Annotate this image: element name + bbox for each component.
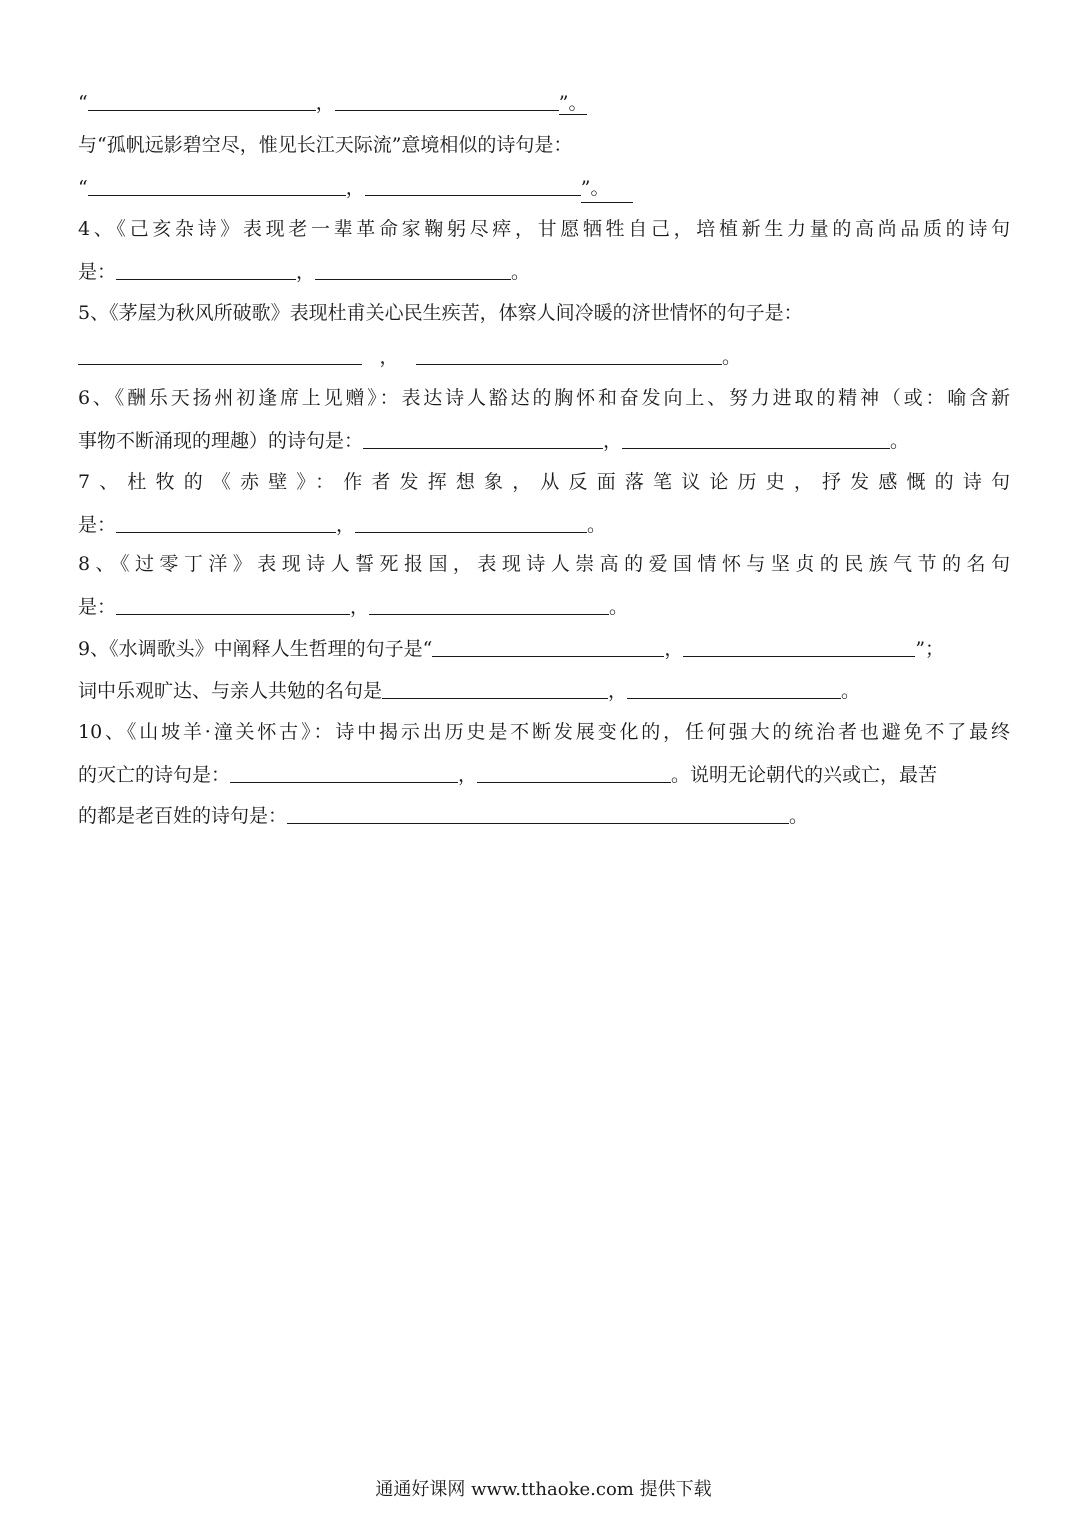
comma: ， — [336, 514, 356, 536]
fill-blank[interactable] — [477, 762, 671, 783]
question-4-text: 4、《己亥杂诗》表现老一辈革命家鞠躬尽瘁，甘愿牺牲自己，培植新生力量的高尚品质的诗句 — [78, 218, 1010, 240]
fill-blank[interactable] — [355, 512, 587, 533]
question-8-text: 8、《过零丁洋》表现诗人誓死报国，表现诗人崇高的爱国情怀与坚贞的民族气节的名句 — [78, 553, 1010, 575]
line-1 — [78, 88, 1010, 116]
question-6-answer — [78, 426, 1010, 454]
comma: ， — [379, 346, 399, 368]
fill-blank[interactable] — [382, 678, 608, 699]
footer-credit: 通通好课网 www.tthaoke.com 提供下载 — [375, 1479, 712, 1500]
fill-blank[interactable] — [432, 636, 664, 657]
fill-blank[interactable] — [88, 175, 346, 196]
comma: ， — [296, 261, 316, 283]
close-quote: ”。 — [581, 174, 633, 203]
fill-blank[interactable] — [315, 259, 511, 280]
open-quote: “ — [78, 92, 88, 114]
period: 。 — [609, 596, 629, 618]
line-3 — [78, 173, 1010, 201]
period: 。 — [890, 430, 910, 452]
question-continuation: 。说明无论朝代的兴或亡，最苦 — [671, 764, 938, 786]
fill-blank[interactable] — [622, 428, 890, 449]
open-quote: “ — [78, 177, 88, 199]
question-prefix: 词中乐观旷达、与亲人共勉的名句是 — [78, 680, 383, 702]
comma: ， — [603, 430, 623, 452]
fill-blank[interactable] — [287, 803, 789, 824]
comma: ， — [345, 177, 365, 199]
answer-prefix: 是： — [78, 261, 117, 283]
question-10b-answer — [78, 801, 1010, 829]
period: 。 — [587, 514, 607, 536]
question-5-answer — [78, 342, 1010, 370]
question-6-text: 6、《酬乐天扬州初逢席上见赠》：表达诗人豁达的胸怀和奋发向上、努力进取的精神（或：喻含新 — [78, 387, 1010, 409]
question-9b-text — [78, 676, 1010, 704]
fill-blank[interactable] — [627, 678, 841, 699]
fill-blank[interactable] — [116, 512, 336, 533]
question-4-answer — [78, 257, 1010, 285]
comma: ， — [350, 596, 370, 618]
comma: ， — [664, 638, 684, 660]
fill-blank[interactable] — [416, 344, 722, 365]
question-8-answer — [78, 592, 1010, 620]
comma: ， — [608, 680, 628, 702]
close-quote: ”； — [915, 638, 945, 660]
fill-blank[interactable] — [116, 594, 350, 615]
answer-prefix: 的灭亡的诗句是： — [78, 764, 231, 786]
question-prefix: 9、《水调歌头》中阐释人生哲理的句子是“ — [78, 638, 433, 660]
answer-prefix: 是： — [78, 596, 117, 618]
fill-blank[interactable] — [683, 636, 915, 657]
fill-blank[interactable] — [230, 762, 458, 783]
fill-blank[interactable] — [116, 259, 296, 280]
question-10-answer — [78, 760, 1010, 788]
line-2: 与“孤帆远影碧空尽，惟见长江天际流”意境相似的诗句是： — [78, 134, 573, 156]
answer-prefix: 事物不断涌现的理趣）的诗句是： — [78, 430, 364, 452]
fill-blank[interactable] — [363, 428, 603, 449]
answer-prefix: 是： — [78, 514, 117, 536]
period: 。 — [789, 805, 809, 827]
fill-blank[interactable] — [335, 90, 559, 111]
question-7-answer — [78, 510, 1010, 538]
period: 。 — [511, 261, 531, 283]
answer-prefix: 的都是老百姓的诗句是： — [78, 805, 288, 827]
fill-blank[interactable] — [88, 90, 316, 111]
period: 。 — [722, 346, 742, 368]
question-7-text: 7、杜牧的《赤壁》：作者发挥想象，从反面落笔议论历史，抒发感慨的诗句 — [78, 471, 1010, 493]
fill-blank[interactable] — [365, 175, 581, 196]
close-quote: ”。 — [558, 92, 588, 114]
period: 。 — [841, 680, 861, 702]
question-10-text: 10、《山坡羊·潼关怀古》：诗中揭示出历史是不断发展变化的，任何强大的统治者也避免不了最终 — [78, 721, 1010, 743]
question-5-text: 5、《茅屋为秋风所破歌》表现杜甫关心民生疾苦，体察人间冷暖的济世情怀的句子是： — [78, 302, 803, 324]
question-9-text — [78, 634, 1010, 662]
comma: ， — [315, 92, 335, 114]
comma: ， — [458, 764, 478, 786]
fill-blank[interactable] — [369, 594, 609, 615]
fill-blank[interactable] — [78, 344, 362, 365]
